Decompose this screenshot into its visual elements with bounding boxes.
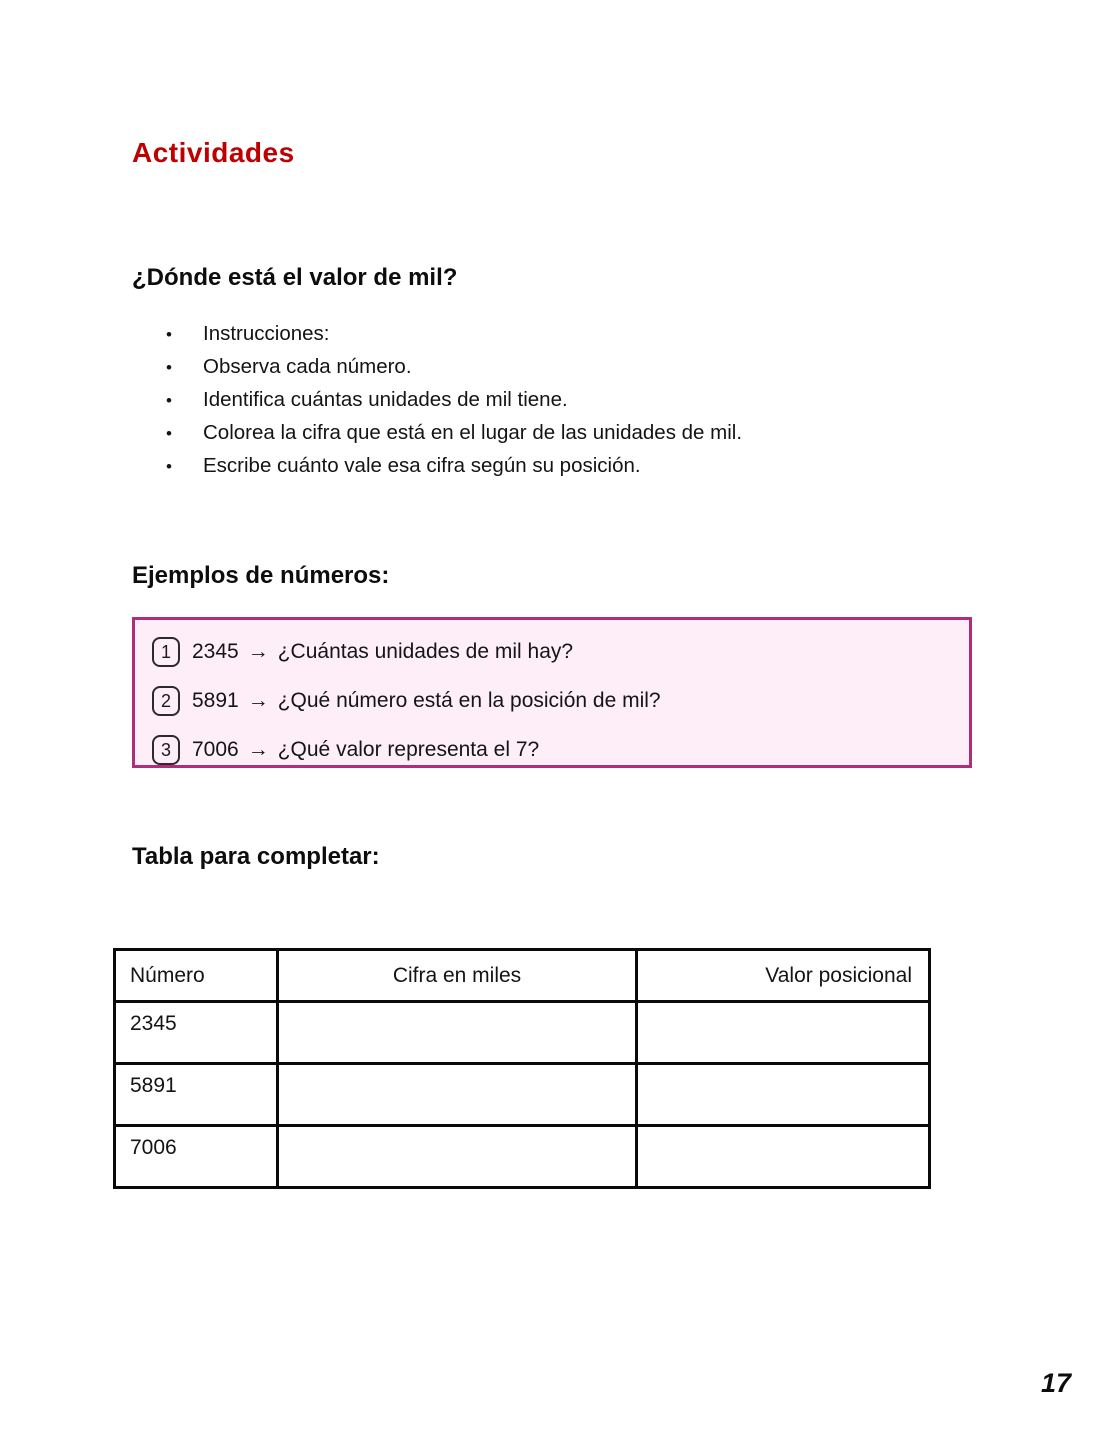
- example-item: [152, 637, 573, 667]
- cell-cifra-en-miles-blank: [278, 1126, 637, 1188]
- example-question: ¿Cuántas unidades de mil hay?: [277, 640, 574, 663]
- examples-box: [132, 617, 972, 768]
- table-header-row: [115, 950, 930, 1002]
- table-heading: Tabla para completar:: [132, 843, 380, 870]
- instruction-text: Instrucciones:: [203, 322, 330, 345]
- arrow-right-icon: →: [247, 738, 269, 761]
- list-item: [160, 421, 920, 454]
- example-item: [152, 735, 539, 765]
- example-number: 2345: [192, 640, 239, 663]
- list-item: [160, 388, 920, 421]
- bullet-icon: •: [166, 391, 172, 410]
- column-header-valor-posicional: Valor posicional: [637, 950, 930, 1002]
- bullet-icon: •: [166, 358, 172, 377]
- cell-valor-posicional-blank: [637, 1064, 930, 1126]
- page-number: 17: [1040, 1368, 1071, 1398]
- cell-numero: 2345: [115, 1002, 278, 1064]
- keycap-number-icon: 2: [152, 686, 180, 716]
- instruction-text: Observa cada número.: [203, 355, 412, 378]
- example-question: ¿Qué número está en la posición de mil?: [277, 689, 661, 712]
- list-item: [160, 322, 920, 355]
- completion-table: [113, 948, 931, 1189]
- arrow-right-icon: →: [247, 689, 269, 712]
- bullet-icon: •: [166, 457, 172, 476]
- bullet-icon: •: [166, 424, 172, 443]
- arrow-right-icon: →: [247, 640, 269, 663]
- table-row: [115, 1064, 930, 1126]
- instruction-text: Colorea la cifra que está en el lugar de las unidades de mil.: [203, 421, 743, 444]
- instructions-list: [160, 322, 920, 487]
- example-item: [152, 686, 661, 716]
- example-number: 5891: [192, 689, 239, 712]
- column-header-numero: Número: [115, 950, 278, 1002]
- example-number: 7006: [192, 738, 239, 761]
- list-item: [160, 355, 920, 388]
- keycap-number-icon: 1: [152, 637, 180, 667]
- cell-cifra-en-miles-blank: [278, 1064, 637, 1126]
- cell-numero: 5891: [115, 1064, 278, 1126]
- examples-heading: Ejemplos de números:: [132, 562, 390, 589]
- instruction-text: Escribe cuánto vale esa cifra según su posición.: [203, 454, 641, 477]
- table-row: [115, 1126, 930, 1188]
- cell-cifra-en-miles-blank: [278, 1002, 637, 1064]
- page-title: Actividades: [132, 137, 295, 168]
- cell-valor-posicional-blank: [637, 1002, 930, 1064]
- table-row: [115, 1002, 930, 1064]
- list-item: [160, 454, 920, 487]
- instruction-text: Identifica cuántas unidades de mil tiene.: [203, 388, 568, 411]
- bullet-icon: •: [166, 325, 172, 344]
- activity-heading: ¿Dónde está el valor de mil?: [132, 264, 458, 291]
- column-header-cifra-en-miles: Cifra en miles: [278, 950, 637, 1002]
- example-question: ¿Qué valor representa el 7?: [277, 738, 540, 761]
- cell-valor-posicional-blank: [637, 1126, 930, 1188]
- keycap-number-icon: 3: [152, 735, 180, 765]
- cell-numero: 7006: [115, 1126, 278, 1188]
